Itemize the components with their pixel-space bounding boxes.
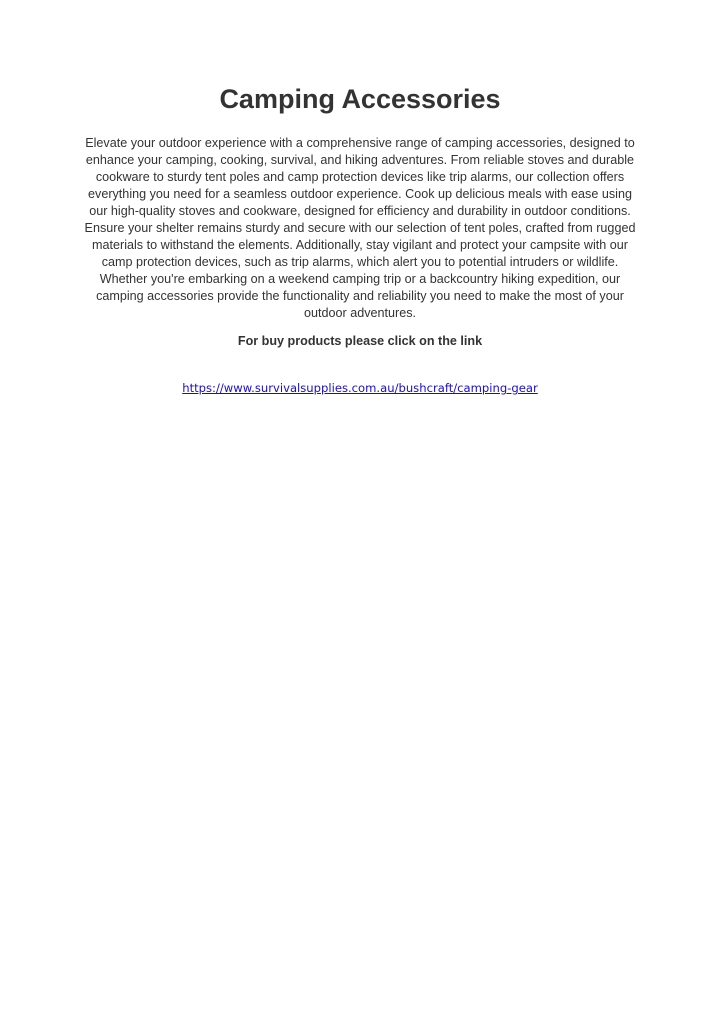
body-paragraph: Elevate your outdoor experience with a comprehensive range of camping accessories, designed to enhance your camping, cooking, survival, and hiking adventures. From reliable stoves and durable cookware to sturdy tent poles and camp protection devices like trip alarms, our collection offers everything you need for a seamless outdoor experience. Cook up delicious meals with ease using our high-quality stoves and cookware, designed for efficiency and durability in outdoor conditions. Ensure your shelter remains sturdy and secure with our selection of tent poles, crafted from rugged materials to withstand the elements. Additionally, stay vigilant and protect your campsite with our camp protection devices, such as trip alarms, which alert you to potential intruders or wildlife. Whether you're embarking on a weekend camping trip or a backcountry hiking expedition, our camping accessories provide the functionality and reliability you need to make the most of your outdoor adventures. xyxy=(84,136,636,320)
camping-gear-link[interactable]: https://www.survivalsupplies.com.au/bushcraft/camping-gear xyxy=(182,381,538,395)
link-container xyxy=(0,381,720,395)
page-title: Camping Accessories xyxy=(219,84,501,114)
call-to-action: For buy products please click on the link xyxy=(237,334,483,348)
